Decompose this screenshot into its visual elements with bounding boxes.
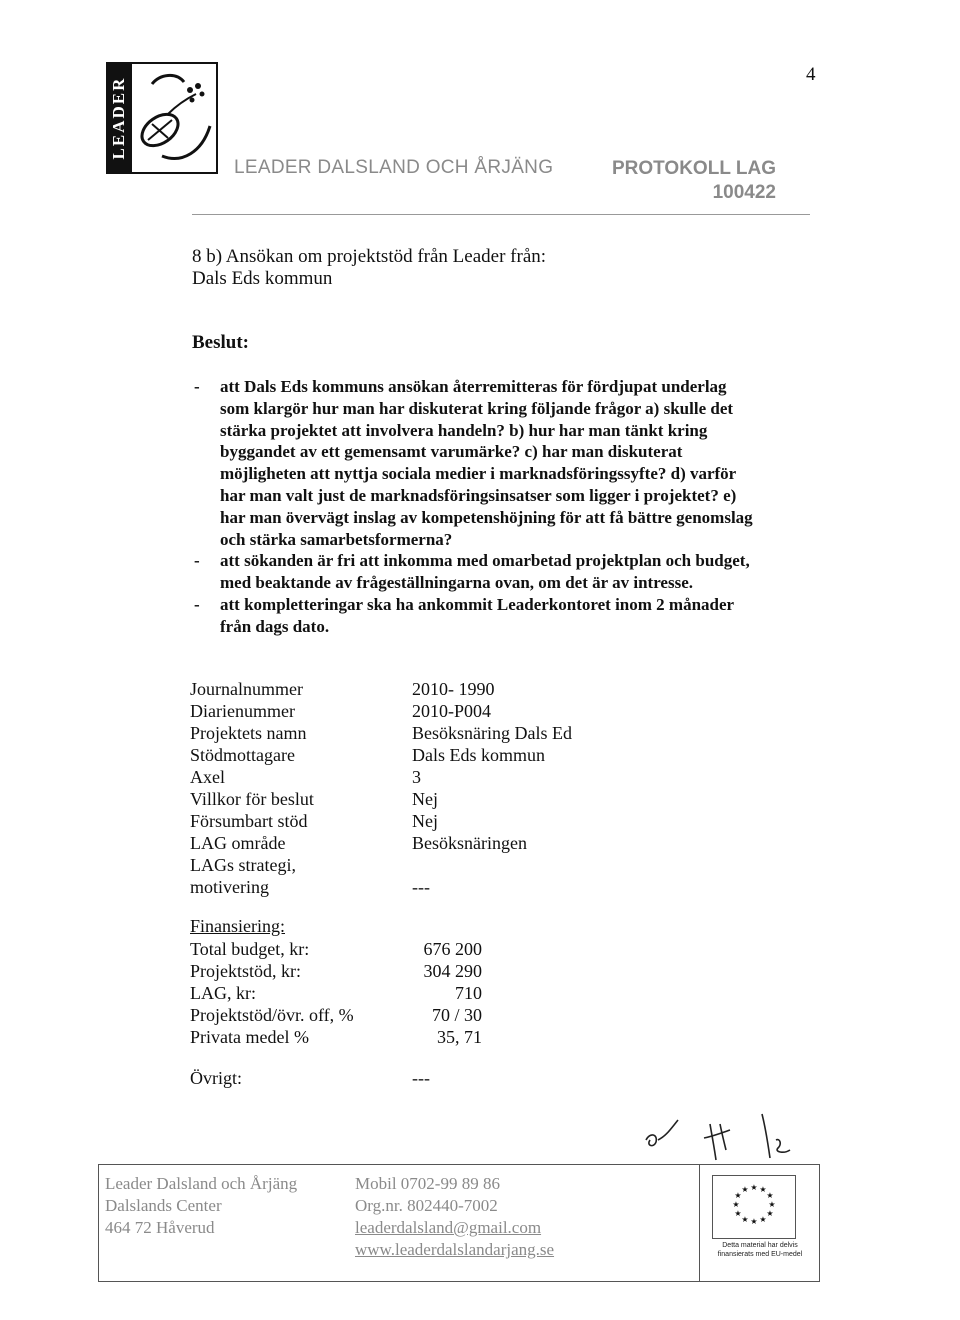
decision-line: som klargör hur man har diskuterat kring följande frågor a) skulle det (220, 398, 734, 418)
footer-address-line: 464 72 Håverud (105, 1218, 215, 1237)
footer-address (105, 1173, 297, 1239)
handwritten-initials-signature (640, 1110, 820, 1164)
table-row (190, 766, 572, 788)
svg-text:★: ★ (759, 1185, 767, 1194)
footer-contact (355, 1173, 554, 1261)
detail-label: LAG område (190, 833, 286, 853)
table-row (190, 700, 572, 722)
table-row (190, 982, 482, 1004)
decision-line: stärka projektet att involvera handeln? b) hur har man tänkt kring (220, 420, 708, 440)
detail-label: motivering (190, 877, 269, 897)
decision-line: möjligheten att nyttja sociala medier i marknadsföringssyfte? d) varför (220, 464, 737, 484)
detail-label: Diarienummer (190, 701, 295, 721)
page-number: 4 (806, 64, 816, 85)
protocol-date: 100422 (712, 182, 776, 203)
financing-label: Total budget, kr: (190, 939, 310, 959)
table-row (190, 678, 572, 700)
footer-mobile: Mobil 0702-99 89 86 (355, 1174, 500, 1193)
financing-label: Privata medel % (190, 1027, 309, 1047)
footer-email-link[interactable]: leaderdalsland@gmail.com (355, 1218, 542, 1237)
svg-text:★: ★ (741, 1215, 749, 1224)
financing-value: 304 290 (423, 961, 482, 981)
logo-frame (132, 62, 218, 174)
table-row (190, 1004, 482, 1026)
applicant-name: Dals Eds kommun (192, 268, 333, 289)
table-row (190, 938, 482, 960)
decision-line: från dags dato. (220, 616, 330, 636)
financing-label: LAG, kr: (190, 983, 256, 1003)
financing-table (190, 938, 482, 1048)
decision-line: har man valt just de marknadsföringsinsatser som ligger i projektet? e) (220, 485, 737, 505)
financing-value: 710 (455, 983, 482, 1003)
detail-value: Nej (412, 811, 438, 831)
table-row (190, 832, 572, 854)
leaf-emblem-icon (132, 64, 216, 174)
detail-label: LAGs strategi, (190, 855, 296, 875)
section-heading (192, 246, 546, 290)
svg-text:★: ★ (734, 1191, 742, 1200)
financing-label: Projektstöd, kr: (190, 961, 301, 981)
footer-website-link[interactable]: www.leaderdalslandarjang.se (355, 1240, 555, 1259)
financing-heading: Finansiering: (190, 916, 285, 936)
decision-list (192, 376, 832, 638)
document-title (612, 157, 776, 205)
decision-line: har man övervägt inslag av kompetenshöjning för att få bättre genomslag (220, 507, 753, 527)
decision-item (192, 594, 832, 638)
eu-funding-note: Detta material har delvis finansierats med EU-medel (717, 1242, 803, 1258)
svg-text:★: ★ (741, 1185, 749, 1194)
detail-label: Projektets namn (190, 723, 307, 743)
financing-value: 70 / 30 (431, 1005, 482, 1025)
table-row (190, 960, 482, 982)
svg-text:★: ★ (768, 1200, 776, 1209)
decision-label: Beslut: (192, 332, 249, 353)
svg-text:★: ★ (759, 1215, 767, 1224)
table-row (190, 722, 572, 744)
section-heading-line: 8 b) Ansökan om projektstöd från Leader från: (192, 246, 547, 267)
other-value: --- (412, 1068, 430, 1088)
decision-item (192, 376, 832, 550)
table-row (190, 744, 572, 766)
organization-name: LEADER DALSLAND OCH ÅRJÄNG (234, 157, 554, 178)
logo-text: LEADER (109, 76, 128, 160)
table-row (190, 1026, 482, 1048)
detail-value: Nej (412, 789, 438, 809)
decision-line: - att kompletteringar ska ha ankommit Leaderkontoret inom 2 månader (220, 594, 735, 614)
detail-label: Försumbart stöd (190, 811, 308, 831)
table-row (190, 854, 572, 876)
project-details-table (190, 678, 572, 898)
svg-text:★: ★ (766, 1209, 774, 1218)
table-row (190, 876, 572, 898)
footer-address-line: Leader Dalsland och Årjäng (105, 1174, 298, 1193)
detail-value: 3 (412, 767, 421, 787)
footer-orgnr: Org.nr. 802440-7002 (355, 1196, 498, 1215)
svg-text:★: ★ (734, 1209, 742, 1218)
svg-text:★: ★ (750, 1217, 758, 1226)
decision-line: med beaktande av frågeställningarna ovan, om det är av intresse. (220, 573, 694, 593)
detail-value (412, 854, 572, 876)
svg-text:★: ★ (732, 1200, 740, 1209)
decision-line: - att Dals Eds kommuns ansökan återremitteras för fördjupat underlag (220, 377, 727, 396)
table-row (190, 788, 572, 810)
decision-line: - att sökanden är fri att inkomma med omarbetad projektplan och budget, (220, 551, 750, 571)
table-row (190, 810, 572, 832)
eu-funding-box (699, 1165, 820, 1281)
detail-label: Journalnummer (190, 679, 303, 699)
detail-label: Stödmottagare (190, 745, 295, 765)
detail-value: --- (412, 877, 430, 897)
financing-value: 35, 71 (437, 1027, 482, 1047)
detail-label: Villkor för beslut (190, 789, 314, 809)
eu-flag-icon (712, 1175, 796, 1239)
other-label: Övrigt: (190, 1068, 242, 1088)
eu-stars-icon (713, 1176, 795, 1238)
detail-value: Besöksnäringen (412, 833, 527, 853)
detail-value: 2010- 1990 (412, 679, 495, 699)
financing-value: 676 200 (423, 939, 482, 959)
decision-line: byggandet av ett gemensamt varumärke? c) har man diskuterat (220, 442, 683, 462)
decision-line: och stärka samarbetsformerna? (220, 529, 453, 549)
detail-label: Axel (190, 767, 225, 787)
decision-item (192, 550, 832, 594)
header-divider (192, 214, 810, 215)
svg-text:★: ★ (766, 1191, 774, 1200)
detail-value: Besöksnäring Dals Ed (412, 723, 572, 743)
footer-address-line: Dalslands Center (105, 1196, 222, 1215)
protocol-title: PROTOKOLL LAG (612, 158, 776, 179)
detail-value: Dals Eds kommun (412, 745, 545, 765)
leader-logo (106, 62, 218, 174)
financing-label: Projektstöd/övr. off, % (190, 1005, 354, 1025)
svg-text:★: ★ (750, 1183, 758, 1192)
detail-value: 2010-P004 (412, 701, 492, 721)
footer (98, 1164, 820, 1282)
